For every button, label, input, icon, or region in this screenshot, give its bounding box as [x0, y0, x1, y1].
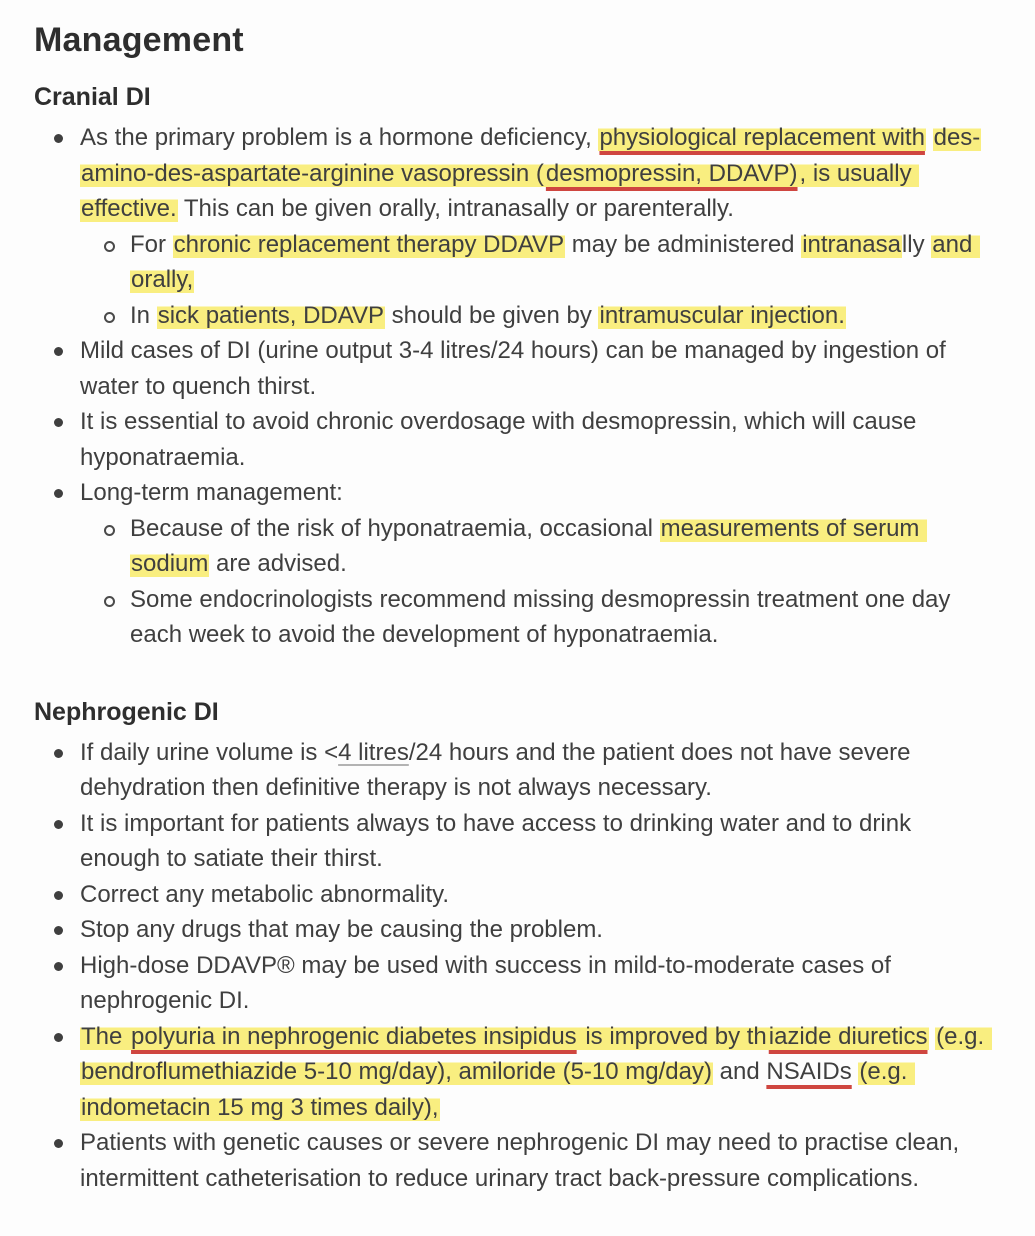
- item-text: [80, 337, 952, 400]
- bullet-list: [34, 120, 997, 653]
- text-run: Correct any metabolic abnormality.: [80, 880, 450, 908]
- bullet-icon: [54, 891, 63, 900]
- section: [34, 697, 997, 1197]
- text-run: lly: [901, 230, 932, 258]
- bullet-icon: [54, 489, 63, 498]
- text-run: Mild cases of DI (urine output 3-4 litres/24 hours) can be managed by ingestion of water to quench thirst.: [80, 337, 953, 400]
- item-text: [80, 1023, 992, 1121]
- text-run: Long-term management:: [80, 479, 343, 506]
- text-run: should be given by: [385, 301, 599, 329]
- bullet-icon: [54, 1033, 63, 1042]
- list-item: [34, 120, 997, 227]
- highlighted-text: and orally,: [131, 230, 979, 293]
- highlighted-text: (e.g. bendroflumethiazide 5-10 mg/day), amiloride (5-10 mg/day): [81, 1022, 991, 1085]
- highlighted-text: iazide diuretics: [768, 1022, 928, 1050]
- list-item: [34, 806, 997, 877]
- text-run: If daily urine volume is <: [80, 738, 339, 766]
- bullet-icon: [54, 134, 63, 143]
- highlighted-text: polyuria in nephrogenic diabetes insipidus: [131, 1022, 577, 1050]
- section-heading: Cranial DI: [34, 83, 151, 111]
- page-title: Management: [34, 21, 244, 59]
- highlighted-text: measurements of serum sodium: [131, 514, 927, 577]
- list-item: [34, 948, 997, 1019]
- highlighted-text: sick patients, DDAVP: [157, 301, 384, 329]
- text-run: [926, 124, 933, 151]
- item-text: [80, 916, 603, 943]
- list-item: [34, 333, 997, 404]
- text-run: Some endocrinologists recommend missing desmopressin treatment one day each week to avoid the development of hyponatraemia.: [130, 585, 958, 648]
- section: [34, 82, 997, 653]
- text-run: /24 hours and the patient does not have severe dehydration then definitive therapy is not always necessary.: [80, 738, 918, 801]
- highlighted-text: (e.g. indometacin 15 mg 3 times daily),: [81, 1058, 915, 1121]
- item-text: [130, 231, 980, 294]
- circle-icon: [104, 525, 115, 536]
- bullet-icon: [54, 749, 63, 758]
- bullet-list: [34, 735, 997, 1197]
- text-run: In: [130, 301, 157, 329]
- list-item: [34, 298, 997, 334]
- item-text: [80, 1129, 966, 1192]
- text-run: It is essential to avoid chronic overdosage with desmopressin, which will cause hyponatraemia.: [80, 408, 924, 471]
- item-text: [80, 124, 981, 222]
- bullet-icon: [54, 347, 63, 356]
- section-heading: Nephrogenic DI: [34, 697, 219, 726]
- list-item: [34, 582, 997, 653]
- bullet-icon: [54, 820, 63, 829]
- item-text: [130, 586, 957, 649]
- text-run: It is important for patients always to have access to drinking water and to drink enough to satiate their thirst.: [80, 809, 918, 872]
- bullet-icon: [54, 962, 63, 971]
- highlighted-text: The: [81, 1022, 130, 1050]
- highlighted-text: , is usually effective.: [81, 159, 919, 222]
- item-text: [80, 952, 898, 1015]
- text-run: This can be given orally, intranasally or parenterally.: [177, 195, 734, 222]
- bullet-icon: [54, 1139, 63, 1148]
- underlined-text: NSAIDs: [766, 1058, 852, 1085]
- text-run: As the primary problem is a hormone deficiency,: [80, 124, 599, 151]
- highlighted-text: intranasa: [802, 230, 901, 258]
- item-text: [80, 739, 917, 802]
- list-item: [34, 1125, 997, 1196]
- text-run: are advised.: [209, 550, 347, 577]
- text-run: Stop any drugs that may be causing the problem.: [80, 916, 603, 943]
- text-run: High-dose DDAVP® may be used with success in mild-to-moderate cases of nephrogenic DI.: [80, 951, 898, 1014]
- text-run: For: [130, 230, 173, 258]
- highlighted-text: des-amino-des-aspartate-arginine vasopressin (: [81, 124, 981, 187]
- highlighted-text: desmopressin, DDAVP): [545, 159, 798, 187]
- circle-icon: [104, 312, 115, 323]
- item-text: [80, 881, 449, 908]
- list-item: [34, 1019, 997, 1126]
- item-text: [80, 810, 918, 873]
- item-text: [80, 479, 343, 506]
- list-item: [34, 475, 997, 511]
- highlighted-text: intramuscular injection.: [599, 301, 845, 329]
- list-item: [34, 227, 997, 298]
- list-item: [34, 404, 997, 475]
- item-text: [130, 515, 927, 578]
- list-item: [34, 735, 997, 806]
- highlighted-text: physiological replacement with: [599, 124, 925, 151]
- sections-container: [34, 82, 997, 1196]
- bullet-icon: [54, 418, 63, 427]
- text-run: Because of the risk of hyponatraemia, occasional: [130, 514, 660, 542]
- list-item: [34, 877, 997, 913]
- circle-icon: [104, 241, 115, 252]
- text-run: may be administered: [565, 230, 802, 258]
- list-item: [34, 912, 997, 948]
- bullet-icon: [54, 926, 63, 935]
- circle-icon: [104, 596, 115, 607]
- highlighted-text: is improved by th: [578, 1022, 767, 1050]
- text-run: Patients with genetic causes or severe nephrogenic DI may need to practise clean, intermittent catheterisation to reduce urinary tract back-pressure complications.: [80, 1129, 966, 1192]
- text-run: and: [712, 1058, 767, 1085]
- underlined-text: 4 litres: [338, 738, 409, 766]
- highlighted-text: chronic replacement therapy DDAVP: [173, 230, 565, 258]
- item-text: [130, 302, 846, 329]
- item-text: [80, 408, 923, 471]
- list-item: [34, 511, 997, 582]
